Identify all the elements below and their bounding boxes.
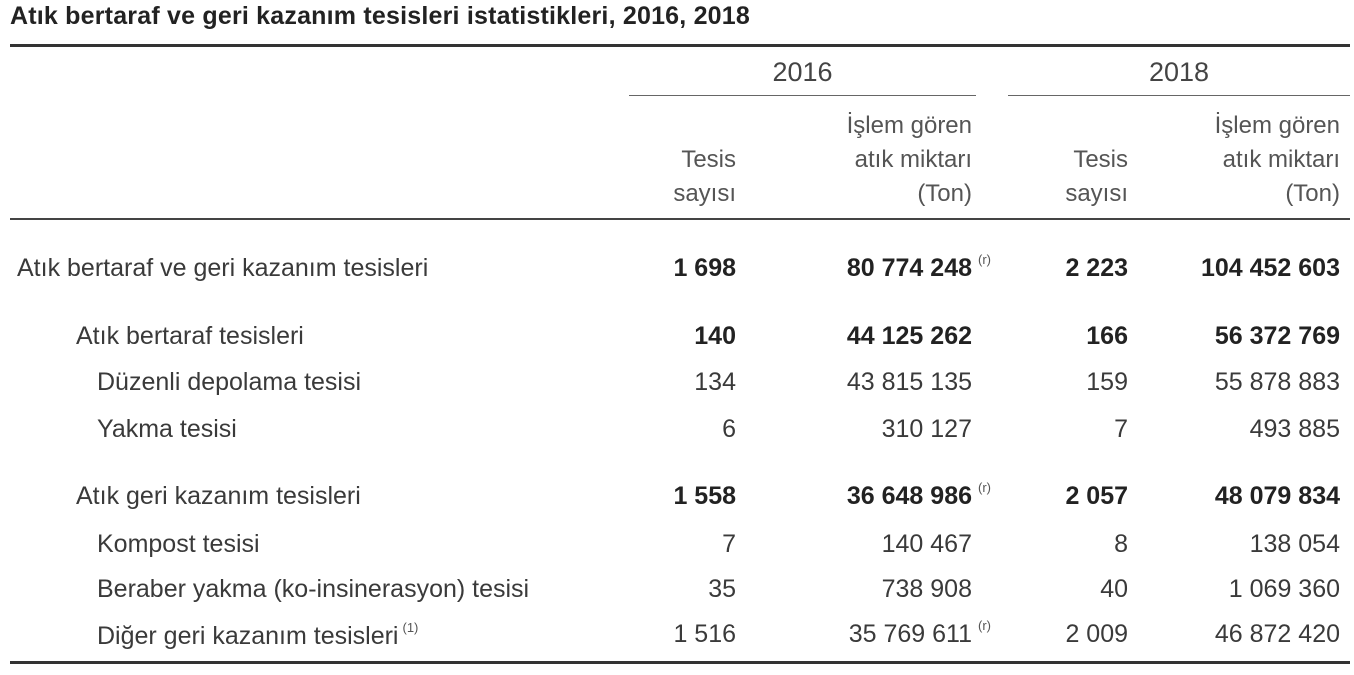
year-rule-2018 [1008, 95, 1350, 96]
row-label: Atık geri kazanım tesisleri [76, 482, 361, 510]
cell-amount-2018: 55 878 883 [1214, 368, 1340, 396]
cell-count-2016: 35 [708, 575, 736, 603]
revision-note: (r) [978, 480, 991, 495]
cell-count-2018: 2 057 [1065, 482, 1128, 510]
cell-amount-2016: 35 769 611 [848, 620, 972, 648]
header-count-2016 [673, 143, 736, 211]
cell-count-2018: 159 [1086, 368, 1128, 396]
header-rule [10, 218, 1350, 220]
header-amount-line2: atık miktarı [1222, 146, 1340, 173]
header-count-2018 [1065, 143, 1128, 211]
cell-amount-2018: 138 054 [1249, 530, 1340, 558]
header-amount-line1: İşlem gören [846, 112, 972, 139]
row-label: Düzenli depolama tesisi [97, 368, 362, 396]
cell-amount-2016: 36 648 986 [846, 482, 972, 510]
table-title: Atık bertaraf ve geri kazanım tesisleri istatistikleri, 2016, 2018 [10, 2, 750, 30]
header-amount-line2: atık miktarı [854, 146, 972, 173]
row-label: Atık bertaraf ve geri kazanım tesisleri [17, 254, 429, 282]
row-label: Atık bertaraf tesisleri [76, 322, 304, 350]
bottom-rule [10, 661, 1350, 664]
cell-amount-2018: 1 069 360 [1228, 575, 1340, 603]
cell-count-2018: 8 [1114, 530, 1128, 558]
cell-count-2018: 166 [1086, 322, 1128, 350]
cell-amount-2018: 493 885 [1249, 415, 1340, 443]
row-label: Yakma tesisi [97, 415, 237, 443]
cell-amount-2016: 140 467 [881, 530, 972, 558]
row-label [97, 620, 418, 651]
cell-count-2016: 140 [694, 322, 736, 350]
cell-count-2016: 1 698 [673, 254, 736, 282]
cell-count-2018: 2 223 [1065, 254, 1128, 282]
header-count-line2: sayısı [673, 180, 736, 207]
header-count-line1: Tesis [1073, 146, 1128, 173]
cell-count-2018: 7 [1114, 415, 1128, 443]
cell-amount-2016: 310 127 [881, 415, 972, 443]
cell-count-2018: 40 [1100, 575, 1128, 603]
cell-amount-2016: 43 815 135 [846, 368, 972, 396]
cell-amount-2018: 48 079 834 [1214, 482, 1340, 510]
cell-count-2016: 1 516 [673, 620, 736, 648]
row-label-text: Diğer geri kazanım tesisleri [97, 622, 399, 650]
row-label: Beraber yakma (ko-insinerasyon) tesisi [97, 575, 530, 603]
cell-amount-2016: 738 908 [881, 575, 972, 603]
cell-amount-2018: 46 872 420 [1214, 620, 1340, 648]
header-amount-line3: (Ton) [1285, 180, 1340, 207]
year-header-2018: 2018 [1148, 57, 1210, 87]
cell-amount-2018: 56 372 769 [1214, 322, 1340, 350]
header-amount-line3: (Ton) [917, 180, 972, 207]
header-count-line2: sayısı [1065, 180, 1128, 207]
cell-count-2018: 2 009 [1065, 620, 1128, 648]
header-count-line1: Tesis [681, 146, 736, 173]
revision-note: (r) [978, 618, 991, 633]
header-amount-2016 [847, 109, 972, 211]
cell-count-2016: 134 [694, 368, 736, 396]
cell-amount-2018: 104 452 603 [1200, 254, 1340, 282]
top-rule [10, 44, 1350, 47]
year-rule-2016 [629, 95, 976, 96]
header-amount-2018 [1215, 109, 1340, 211]
cell-count-2016: 7 [722, 530, 736, 558]
revision-note: (r) [978, 252, 991, 267]
cell-amount-2016: 80 774 248 [846, 254, 972, 282]
cell-amount-2016: 44 125 262 [846, 322, 972, 350]
footnote-marker: (1) [402, 620, 419, 635]
year-header-2016: 2016 [772, 57, 833, 87]
cell-count-2016: 6 [722, 415, 736, 443]
header-amount-line1: İşlem gören [1214, 112, 1340, 139]
row-label: Kompost tesisi [97, 530, 260, 558]
cell-count-2016: 1 558 [673, 482, 736, 510]
